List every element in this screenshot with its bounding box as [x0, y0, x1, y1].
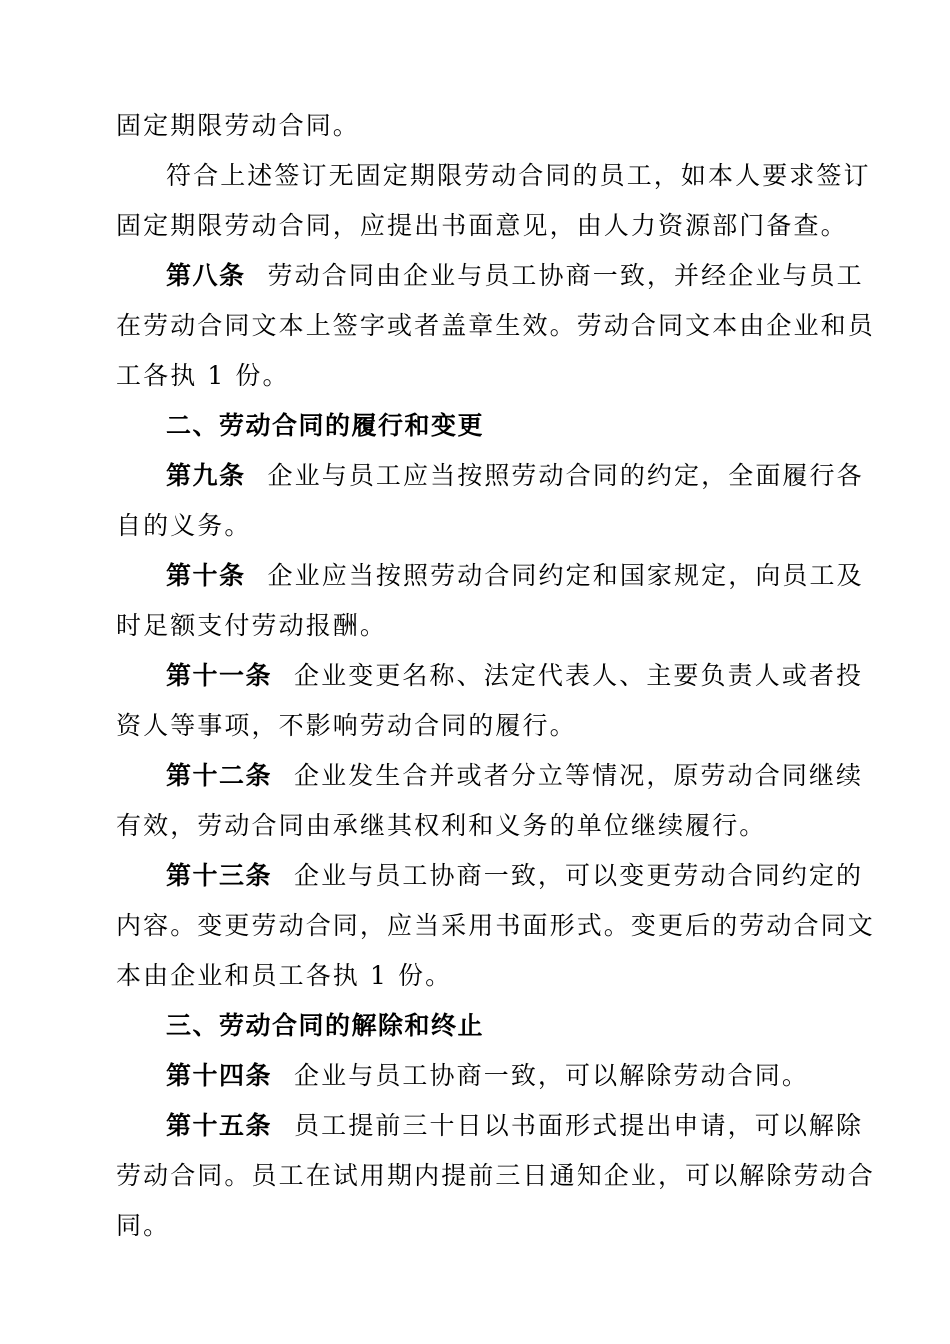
article-10-line: 时足额支付劳动报酬。 [116, 611, 388, 640]
article-13 [166, 856, 864, 896]
article-8-line: 工各执 1 份。 [116, 361, 290, 390]
article-11-line: 资人等事项，不影响劳动合同的履行。 [116, 711, 577, 740]
section-heading: 三、劳动合同的解除和终止 [166, 1011, 485, 1040]
article-text: 企业应当按照劳动合同约定和国家规定，向员工及 [267, 561, 864, 590]
article-number: 第十条 [166, 561, 246, 590]
article-15 [166, 1106, 864, 1146]
article-number: 第十二条 [166, 761, 273, 790]
article-number: 第十五条 [166, 1111, 273, 1140]
article-text: 企业与员工协商一致，可以变更劳动合同约定的 [294, 861, 864, 890]
article-15-line: 同。 [116, 1211, 171, 1240]
article-14 [166, 1056, 838, 1096]
article-12 [166, 756, 864, 796]
article-12-line: 有效，劳动合同由承继其权利和义务的单位继续履行。 [116, 811, 767, 840]
article-text: 企业发生合并或者分立等情况，原劳动合同继续 [294, 761, 864, 790]
section-heading: 二、劳动合同的履行和变更 [166, 411, 485, 440]
article-text: 劳动合同由企业与员工协商一致，并经企业与员工 [267, 261, 864, 290]
article-15-line: 劳动合同。员工在试用期内提前三日通知企业，可以解除劳动合 [116, 1161, 875, 1190]
article-9 [166, 456, 864, 496]
article-text: 企业与员工应当按照劳动合同的约定，全面履行各 [267, 461, 864, 490]
article-text: 企业变更名称、法定代表人、主要负责人或者投 [294, 661, 864, 690]
article-8-line: 在劳动合同文本上签字或者盖章生效。劳动合同文本由企业和员 [116, 311, 875, 340]
article-10 [166, 556, 864, 596]
article-number: 第八条 [166, 261, 246, 290]
article-8 [166, 256, 864, 296]
paragraph-continuation [116, 106, 838, 146]
article-number: 第十四条 [166, 1061, 273, 1090]
paragraph-line: 固定期限劳动合同，应提出书面意见，由人力资源部门备查。 [116, 211, 848, 240]
article-text: 员工提前三十日以书面形式提出申请，可以解除 [294, 1111, 864, 1140]
article-13-line: 内容。变更劳动合同，应当采用书面形式。变更后的劳动合同文 [116, 911, 875, 940]
article-13-line: 本由企业和员工各执 1 份。 [116, 961, 453, 990]
text-line: 固定期限劳动合同。 [116, 111, 360, 140]
article-11 [166, 656, 864, 696]
article-number: 第十一条 [166, 661, 273, 690]
article-number: 第十三条 [166, 861, 273, 890]
article-9-line: 自的义务。 [116, 511, 252, 540]
article-number: 第九条 [166, 461, 246, 490]
paragraph-line: 符合上述签订无固定期限劳动合同的员工，如本人要求签订 [166, 161, 871, 190]
article-text: 企业与员工协商一致，可以解除劳动合同。 [294, 1061, 809, 1090]
